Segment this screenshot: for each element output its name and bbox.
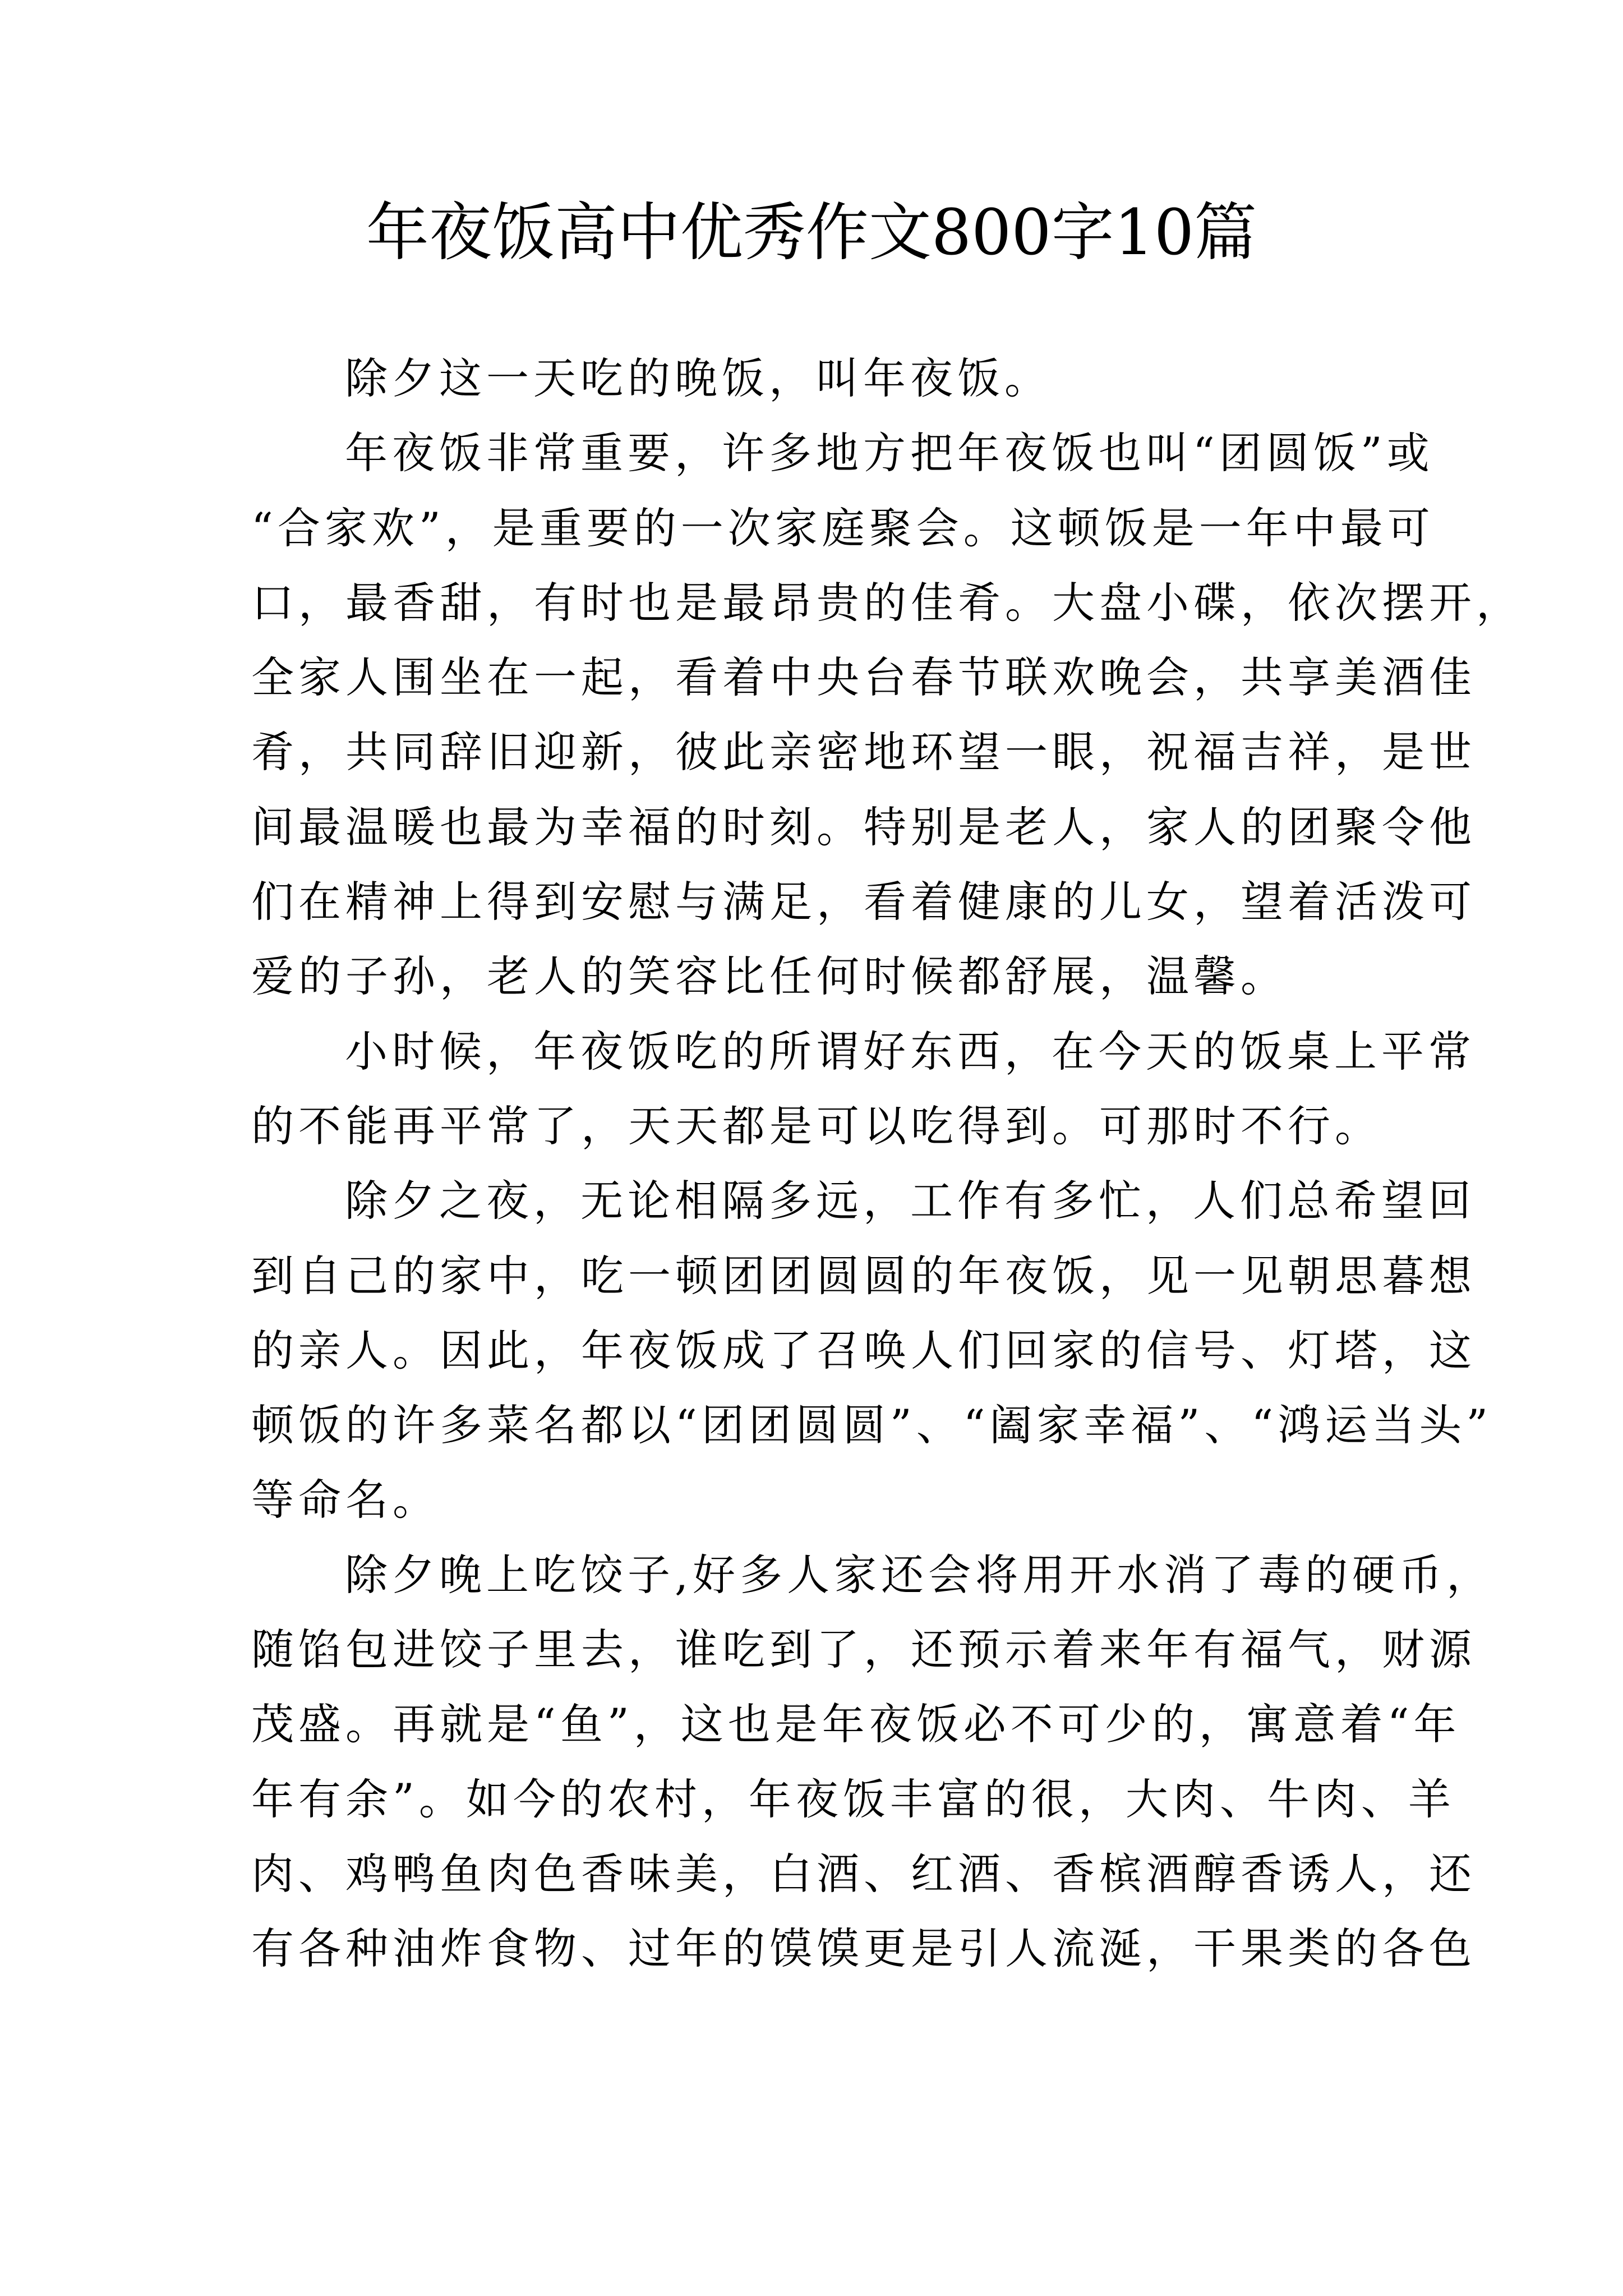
paragraph-line: 们在精神上得到安慰与满足，看着健康的儿女，望着活泼可 xyxy=(251,877,1476,927)
paragraph-line: 到自己的家中，吃一顿团团圆圆的年夜饭，见一见朝思暮想 xyxy=(251,1250,1476,1301)
paragraph-line: 年夜饭非常重要，许多地方把年夜饭也叫“团圆饭”或 xyxy=(345,428,1434,478)
paragraph-line: 除夕之夜，无论相隔多远，工作有多忙，人们总希望回 xyxy=(345,1176,1476,1226)
document-title: 年夜饭高中优秀作文800字10篇 xyxy=(366,196,1257,269)
paragraph-line: 肴，共同辞旧迎新，彼此亲密地环望一眼，祝福吉祥，是世 xyxy=(251,727,1476,777)
paragraph-line: 的亲人。因此，年夜饭成了召唤人们回家的信号、灯塔，这 xyxy=(251,1325,1476,1375)
paragraph-line: 全家人围坐在一起，看着中央台春节联欢晚会，共享美酒佳 xyxy=(251,652,1476,703)
paragraph-line: 等命名。 xyxy=(251,1475,440,1525)
paragraph-line: 年有余”。如今的农村，年夜饭丰富的很，大肉、牛肉、羊 xyxy=(251,1774,1455,1824)
paragraph-line: 随馅包进饺子里去，谁吃到了，还预示着来年有福气，财源 xyxy=(251,1625,1476,1675)
paragraph-line: 爱的子孙，老人的笑容比任何时候都舒展，温馨。 xyxy=(251,951,1288,1002)
paragraph-line: “合家欢”，是重要的一次家庭聚会。这顿饭是一年中最可 xyxy=(251,503,1435,553)
paragraph-line: 口，最香甜，有时也是最昂贵的佳肴。大盘小碟，依次摆开， xyxy=(251,577,1523,628)
paragraph-line: 茂盛。再就是“鱼”，这也是年夜饭必不可少的，寓意着“年 xyxy=(251,1699,1461,1750)
paragraph-line: 的不能再平常了，天天都是可以吃得到。可那时不行。 xyxy=(251,1101,1382,1151)
paragraph-line: 除夕晚上吃饺子,好多人家还会将用开水消了毒的硬币， xyxy=(345,1549,1494,1600)
paragraph-line: 顿饭的许多菜名都以“团团圆圆”、“阖家幸福”、“鸿运当头” xyxy=(251,1400,1493,1451)
document-body xyxy=(251,341,1523,1986)
paragraph-line: 有各种油炸食物、过年的馍馍更是引人流涎，干果类的各色 xyxy=(251,1924,1476,1974)
paragraph-line: 小时候，年夜饭吃的所谓好东西，在今天的饭桌上平常 xyxy=(345,1026,1476,1076)
paragraph-line: 间最温暖也最为幸福的时刻。特别是老人，家人的团聚令他 xyxy=(251,802,1476,852)
paragraph-line: 除夕这一天吃的晚饭，叫年夜饭。 xyxy=(345,353,1052,403)
paragraph-line: 肉、鸡鸭鱼肉色香味美，白酒、红酒、香槟酒醇香诱人，还 xyxy=(251,1848,1476,1899)
